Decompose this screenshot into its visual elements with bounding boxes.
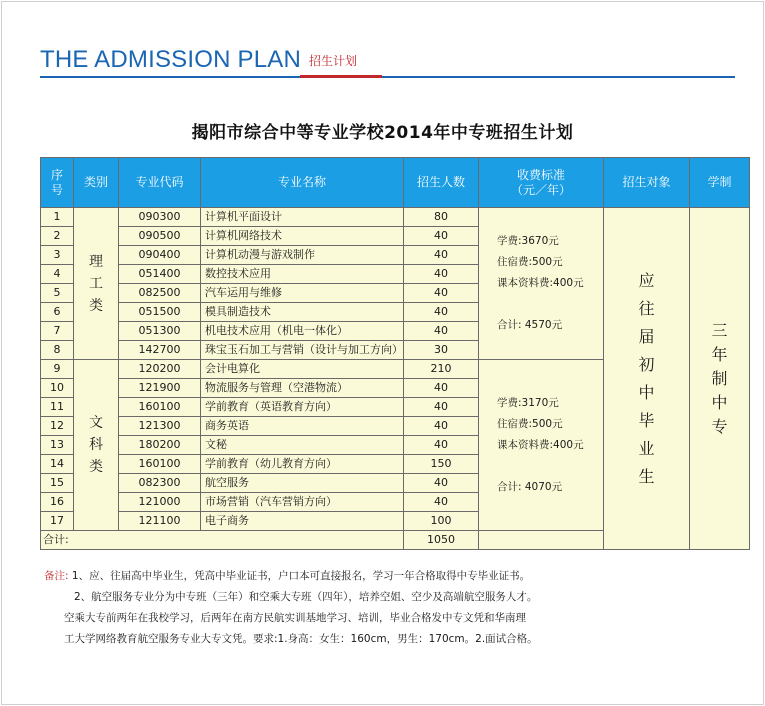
- row-code: 051400: [119, 265, 201, 284]
- row-no: 10: [41, 379, 74, 398]
- header-category: 类别: [74, 158, 119, 208]
- fee-line: 住宿费:500元: [497, 256, 563, 268]
- total-label: 合计:: [41, 531, 404, 550]
- row-name: 模具制造技术: [201, 303, 404, 322]
- header-code: 专业代码: [119, 158, 201, 208]
- row-no: 15: [41, 474, 74, 493]
- note-label: 备注:: [44, 570, 69, 582]
- header-target: 招生对象: [604, 158, 690, 208]
- row-no: 16: [41, 493, 74, 512]
- row-code: 090500: [119, 227, 201, 246]
- row-name: 市场营销（汽车营销方向）: [201, 493, 404, 512]
- row-name: 会计电算化: [201, 360, 404, 379]
- row-count: 40: [404, 493, 479, 512]
- row-name: 电子商务: [201, 512, 404, 531]
- row-count: 40: [404, 417, 479, 436]
- row-count: 40: [404, 379, 479, 398]
- category-arts: 文科类: [74, 360, 119, 531]
- row-count: 40: [404, 436, 479, 455]
- fee-line: [497, 456, 603, 477]
- total-value: 1050: [404, 531, 479, 550]
- fee-line: 课本资料费:400元: [497, 277, 584, 289]
- row-name: 商务英语: [201, 417, 404, 436]
- header-count: 招生人数: [404, 158, 479, 208]
- row-no: 12: [41, 417, 74, 436]
- header-system: 学制: [690, 158, 750, 208]
- row-code: 090400: [119, 246, 201, 265]
- note-line-2: 2、航空服务专业分为中专班（三年）和空乘大专班（四年），培养空姐、空少及高端航空服务人才。: [74, 591, 538, 603]
- row-no: 3: [41, 246, 74, 265]
- row-code: 051500: [119, 303, 201, 322]
- fee-arts: [479, 360, 604, 531]
- row-no: 5: [41, 284, 74, 303]
- row-name: 计算机网络技术: [201, 227, 404, 246]
- fee-line: 合计: 4070元: [497, 480, 563, 493]
- total-fee-empty: [479, 531, 604, 550]
- row-count: 40: [404, 303, 479, 322]
- header-fee-line1: 收费标准: [516, 167, 565, 182]
- row-code: 160100: [119, 455, 201, 474]
- row-no: 14: [41, 455, 74, 474]
- row-name: 汽车运用与维修: [201, 284, 404, 303]
- row-count: 100: [404, 512, 479, 531]
- row-count: 40: [404, 265, 479, 284]
- header-fee: [479, 158, 604, 208]
- row-no: 4: [41, 265, 74, 284]
- header-rule: [40, 76, 735, 78]
- section-title-cn: 招生计划: [309, 54, 358, 68]
- row-count: 40: [404, 322, 479, 341]
- system-cell: 三年制中专: [690, 208, 750, 550]
- row-count: 80: [404, 208, 479, 227]
- row-code: 160100: [119, 398, 201, 417]
- row-name: 机电技术应用（机电一体化）: [201, 322, 404, 341]
- fee-science: [479, 208, 604, 360]
- table-row: [41, 208, 750, 227]
- category-science: 理工类: [74, 208, 119, 360]
- row-name: 计算机动漫与游戏制作: [201, 246, 404, 265]
- row-no: 9: [41, 360, 74, 379]
- row-no: 6: [41, 303, 74, 322]
- header-no: 序号: [41, 158, 74, 208]
- header-fee-line2: （元／年）: [510, 182, 571, 197]
- row-name: 物流服务与管理（空港物流）: [201, 379, 404, 398]
- row-name: 文秘: [201, 436, 404, 455]
- row-code: 121900: [119, 379, 201, 398]
- row-count: 210: [404, 360, 479, 379]
- row-code: 120200: [119, 360, 201, 379]
- row-code: 051300: [119, 322, 201, 341]
- fee-line: 学费:3170元: [497, 396, 559, 409]
- row-name: 珠宝玉石加工与营销（设计与加工方向）: [201, 341, 404, 360]
- fee-line: [497, 294, 603, 315]
- row-name: 计算机平面设计: [201, 208, 404, 227]
- section-header: [40, 44, 357, 74]
- row-name: 学前教育（英语教育方向）: [201, 398, 404, 417]
- row-code: 121300: [119, 417, 201, 436]
- row-no: 13: [41, 436, 74, 455]
- notes: [44, 566, 734, 650]
- row-no: 1: [41, 208, 74, 227]
- row-count: 150: [404, 455, 479, 474]
- row-count: 40: [404, 246, 479, 265]
- target-cell: 应往届初中毕业生: [604, 208, 690, 550]
- row-code: 090300: [119, 208, 201, 227]
- fee-line: 合计: 4570元: [497, 319, 563, 331]
- fee-line: 课本资料费:400元: [497, 438, 584, 451]
- row-code: 180200: [119, 436, 201, 455]
- row-name: 学前教育（幼儿教育方向）: [201, 455, 404, 474]
- row-count: 40: [404, 474, 479, 493]
- row-code: 142700: [119, 341, 201, 360]
- header-name: 专业名称: [201, 158, 404, 208]
- row-count: 40: [404, 398, 479, 417]
- row-no: 8: [41, 341, 74, 360]
- row-code: 121100: [119, 512, 201, 531]
- row-count: 40: [404, 227, 479, 246]
- fee-line: 学费:3670元: [497, 235, 559, 247]
- row-code: 082300: [119, 474, 201, 493]
- row-name: 航空服务: [201, 474, 404, 493]
- row-code: 121000: [119, 493, 201, 512]
- table-header-row: [41, 158, 750, 208]
- row-no: 11: [41, 398, 74, 417]
- row-name: 数控技术应用: [201, 265, 404, 284]
- section-title-en: THE ADMISSION PLAN: [40, 46, 301, 73]
- row-count: 30: [404, 341, 479, 360]
- page-title: 揭阳市综合中等专业学校2014年中专班招生计划: [191, 123, 574, 143]
- row-no: 2: [41, 227, 74, 246]
- note-line-1: 备注: 1、应、往届高中毕业生，凭高中毕业证书，户口本可直接报名，学习一年合格取得中专毕业证书。: [44, 570, 531, 582]
- row-count: 40: [404, 284, 479, 303]
- row-no: 7: [41, 322, 74, 341]
- row-code: 082500: [119, 284, 201, 303]
- note-line-4: 工大学网络教育航空服务专业大专文凭。要求:1.身高：女生：160cm，男生：170cm。2.面试合格。: [64, 633, 538, 645]
- admission-table: [40, 157, 750, 550]
- header-rule-accent: [300, 75, 382, 78]
- row-no: 17: [41, 512, 74, 531]
- fee-line: 住宿费:500元: [497, 417, 563, 430]
- note-line-3: 空乘大专前两年在我校学习，后两年在南方民航实训基地学习、培训，毕业合格发中专文凭和华南理: [64, 612, 526, 624]
